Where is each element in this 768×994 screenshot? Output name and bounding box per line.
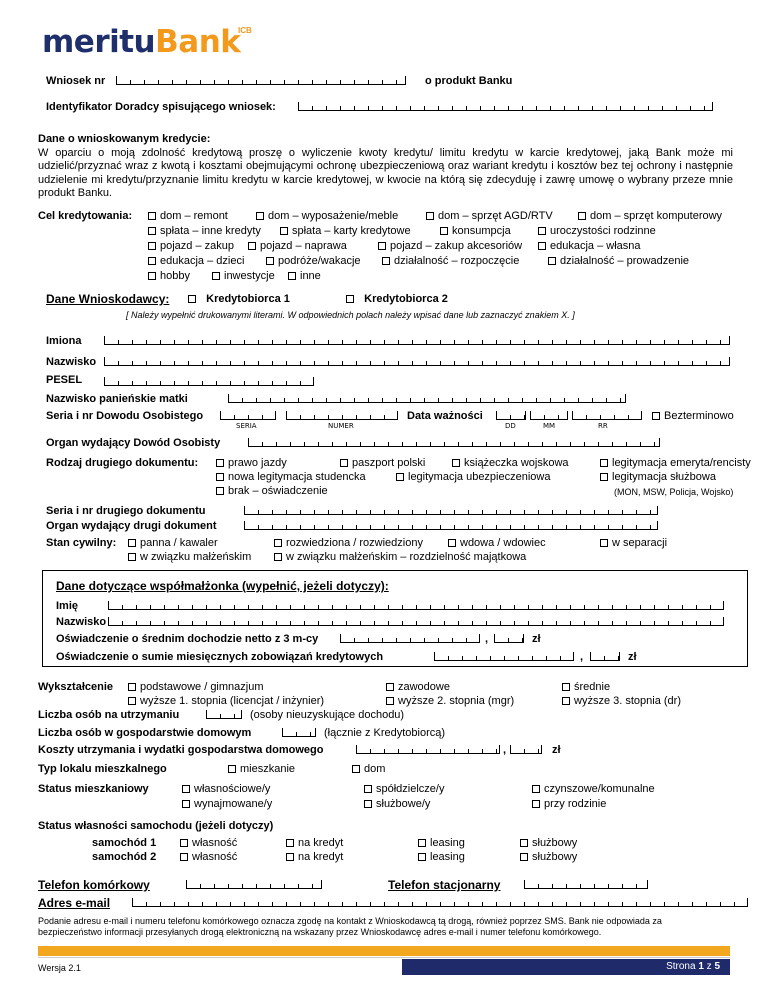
pesel-label: PESEL xyxy=(46,374,83,386)
id-series-caption: SERIA xyxy=(236,422,257,430)
housing-option[interactable]: wynajmowane/y xyxy=(182,798,272,810)
housing-option[interactable]: spółdzielcze/y xyxy=(364,783,444,795)
comma: , xyxy=(485,633,489,645)
bank-logo xyxy=(42,24,252,60)
spouse-surname-field[interactable] xyxy=(108,617,724,626)
civil-option[interactable]: w związku małżeńskim – rozdzielność majątkowa xyxy=(274,551,526,563)
doc2-option[interactable]: brak – oświadczenie xyxy=(216,485,328,497)
spouse-first-name-label: Imię xyxy=(56,600,79,612)
logo-suffix: ICB xyxy=(238,26,252,35)
spouse-obligations-label: Oświadczenie o sumie miesięcznych zobowiązań kredytowych xyxy=(56,651,384,663)
housing-option[interactable]: przy rodzinie xyxy=(532,798,606,810)
credit-heading: Dane o wnioskowanym kredycie: xyxy=(38,133,211,145)
purpose-option[interactable]: podróże/wakacje xyxy=(266,255,361,267)
of-word: z xyxy=(706,961,712,972)
housing-option[interactable]: własnościowe/y xyxy=(182,783,270,795)
currency-label: zł xyxy=(552,744,561,756)
housing-option[interactable]: służbowe/y xyxy=(364,798,430,810)
education-option[interactable]: zawodowe xyxy=(386,681,450,693)
application-no-label: Wniosek nr xyxy=(46,75,106,87)
spouse-surname-label: Nazwisko xyxy=(56,616,107,628)
education-option[interactable]: wyższe 3. stopnia (dr) xyxy=(562,695,681,707)
purpose-option[interactable]: konsumpcja xyxy=(440,225,511,237)
purpose-option[interactable]: dom – sprzęt komputerowy xyxy=(578,210,722,222)
id-number-caption: NUMER xyxy=(328,422,354,430)
borrower2-option[interactable]: Kredytobiorca 2 xyxy=(346,293,448,305)
civil-option[interactable]: panna / kawaler xyxy=(128,537,218,549)
first-names-field[interactable] xyxy=(104,336,730,345)
maiden-name-label: Nazwisko panieńskie matki xyxy=(46,393,188,405)
id-number-field[interactable] xyxy=(286,411,398,420)
id-issuer-field[interactable] xyxy=(248,438,660,447)
maiden-name-field[interactable] xyxy=(228,394,626,403)
validity-day-field[interactable] xyxy=(496,411,526,420)
car-option[interactable]: leasing xyxy=(418,837,465,849)
civil-option[interactable]: w separacji xyxy=(600,537,667,549)
validity-year-caption: RR xyxy=(598,422,608,430)
doc2-option[interactable]: książeczka wojskowa xyxy=(452,457,569,469)
doc2-option[interactable]: legitymacja ubezpieczeniowa xyxy=(396,471,550,483)
civil-option[interactable]: w związku małżeńskim xyxy=(128,551,251,563)
first-names-label: Imiona xyxy=(46,335,82,347)
education-option[interactable]: wyższe 2. stopnia (mgr) xyxy=(386,695,514,707)
currency-label: zł xyxy=(628,651,637,663)
car2-label: samochód 2 xyxy=(92,851,157,863)
page-indicator xyxy=(402,959,730,975)
costs-label: Koszty utrzymania i wydatki gospodarstwa domowego xyxy=(38,744,324,756)
car-option[interactable]: na kredyt xyxy=(286,837,343,849)
purpose-option[interactable]: edukacja – własna xyxy=(538,240,641,252)
landline-label: Telefon stacjonarny xyxy=(388,878,501,892)
civil-option[interactable]: wdowa / wdowiec xyxy=(448,537,546,549)
purpose-option[interactable]: pojazd – naprawa xyxy=(248,240,347,252)
footer-divider xyxy=(38,957,730,958)
checkbox[interactable] xyxy=(148,212,156,220)
fill-note: [ Należy wypełnić drukowanymi literami. W odpowiednich polach należy wpisać dane lub zaznaczyć znakiem X. ] xyxy=(126,310,575,320)
pesel-field[interactable] xyxy=(104,377,314,386)
version-label: Wersja 2.1 xyxy=(38,963,81,973)
purpose-option[interactable]: dom – remont xyxy=(148,210,228,222)
page-word: Strona xyxy=(666,961,696,972)
spouse-income-label: Oświadczenie o średnim dochodzie netto z 3 m-cy xyxy=(56,633,319,645)
housing-label: Status mieszkaniowy xyxy=(38,783,149,795)
dependents-note: (osoby nieuzyskujące dochodu) xyxy=(250,709,405,721)
id-issuer-label: Organ wydający Dowód Osobisty xyxy=(46,437,221,449)
housing-option[interactable]: czynszowe/komunalne xyxy=(532,783,655,795)
members-note: (łącznie z Kredytobiorcą) xyxy=(324,727,446,739)
doc2-option[interactable]: nowa legitymacja studencka xyxy=(216,471,366,483)
currency-label: zł xyxy=(532,633,541,645)
education-option[interactable]: podstawowe / gimnazjum xyxy=(128,681,264,693)
landline-field[interactable] xyxy=(524,880,648,889)
purpose-option[interactable]: inne xyxy=(288,270,321,282)
education-option[interactable]: średnie xyxy=(562,681,610,693)
car-status-label: Status własności samochodu (jeżeli dotyczy) xyxy=(38,820,274,832)
doc2-issuer-label: Organ wydający drugi dokument xyxy=(46,520,217,532)
surname-field[interactable] xyxy=(104,357,730,366)
purpose-option[interactable]: spłata – karty kredytowe xyxy=(280,225,411,237)
civil-option[interactable]: rozwiedziona / rozwiedziony xyxy=(274,537,423,549)
validity-month-caption: MM xyxy=(543,422,556,430)
applicant-heading: Dane Wnioskodawcy: xyxy=(46,292,170,306)
doc2-issuer-field[interactable] xyxy=(244,521,658,530)
validity-month-field[interactable] xyxy=(530,411,568,420)
checkbox[interactable] xyxy=(426,212,434,220)
purpose-option[interactable]: pojazd – zakup akcesoriów xyxy=(378,240,522,252)
purpose-option[interactable]: hobby xyxy=(148,270,190,282)
doc2-note: (MON, MSW, Policja, Wojsko) xyxy=(614,487,734,497)
doc2-option[interactable]: legitymacja służbowa xyxy=(600,471,716,483)
doc2-option[interactable]: legitymacja emeryta/rencisty xyxy=(600,457,751,469)
doc2-label: Rodzaj drugiego dokumentu: xyxy=(46,457,199,469)
dependents-label: Liczba osób na utrzymaniu xyxy=(38,709,180,721)
members-field[interactable] xyxy=(282,728,316,737)
email-field[interactable] xyxy=(132,898,748,907)
car-option[interactable]: leasing xyxy=(418,851,465,863)
mobile-field[interactable] xyxy=(186,880,322,889)
dependents-field[interactable] xyxy=(206,710,242,719)
comma: , xyxy=(580,651,584,663)
borrower1-option[interactable]: Kredytobiorca 1 xyxy=(188,293,290,305)
purpose-option[interactable]: działalność – prowadzenie xyxy=(548,255,689,267)
indefinite-option[interactable]: Bezterminowo xyxy=(652,410,734,422)
car-option[interactable]: na kredyt xyxy=(286,851,343,863)
spouse-income-cents-field[interactable] xyxy=(494,634,524,643)
logo-main: meritu xyxy=(42,24,156,60)
purpose-label: Cel kredytowania: xyxy=(38,210,133,222)
doc2-series-label: Seria i nr drugiego dokumentu xyxy=(46,505,206,517)
purpose-option[interactable]: dom – wyposażenie/meble xyxy=(256,210,398,222)
purpose-option[interactable]: pojazd – zakup xyxy=(148,240,234,252)
page-number: 1 xyxy=(698,961,704,972)
advisor-id-field[interactable] xyxy=(298,102,713,111)
doc2-series-field[interactable] xyxy=(244,506,658,515)
spouse-first-name-field[interactable] xyxy=(108,601,724,610)
car-option[interactable]: służbowy xyxy=(520,837,577,849)
car1-label: samochód 1 xyxy=(92,837,157,849)
premises-option[interactable]: dom xyxy=(352,763,385,775)
doc2-option[interactable]: paszport polski xyxy=(340,457,425,469)
validity-label: Data ważności xyxy=(407,410,483,422)
members-label: Liczba osób w gospodarstwie domowym xyxy=(38,727,252,739)
car-option[interactable]: własność xyxy=(180,837,237,849)
mobile-label: Telefon komórkowy xyxy=(38,878,150,892)
civil-label: Stan cywilny: xyxy=(46,537,117,549)
comma: , xyxy=(503,744,507,756)
purpose-option[interactable]: dom – sprzęt AGD/RTV xyxy=(426,210,553,222)
checkbox[interactable] xyxy=(256,212,264,220)
education-label: Wykształcenie xyxy=(38,681,114,693)
premises-option[interactable]: mieszkanie xyxy=(228,763,295,775)
car-option[interactable]: służbowy xyxy=(520,851,577,863)
validity-year-field[interactable] xyxy=(572,411,642,420)
footer-bar xyxy=(38,946,730,956)
validity-day-caption: DD xyxy=(505,422,516,430)
id-label: Seria i nr Dowodu Osobistego xyxy=(46,410,204,422)
checkbox[interactable] xyxy=(578,212,586,220)
spouse-obligations-cents-field[interactable] xyxy=(590,652,620,661)
surname-label: Nazwisko xyxy=(46,356,97,368)
application-no-field[interactable] xyxy=(116,76,406,85)
contact-disclaimer: Podanie adresu e-mail i numeru telefonu komórkowego oznacza zgodę na kontakt z Wnioskodawcą tą drogą, również poprzez SMS. Bank nie odpowiada za bezpieczeństwo informacji przesyłanych drogą elektroniczną na wskazany przez Wnioskodawcę adres e-mail i numer telefonu komórkowego. xyxy=(38,916,662,937)
spouse-income-field[interactable] xyxy=(340,634,480,643)
credit-paragraph: W oparciu o moją zdolność kredytową proszę o wyliczenie kwoty kredytu/ limitu kredytu w karcie kredytowej, jaką Bank może mi udzielić/przyznać wraz z kwotą i kosztami obejmującymi ochronę ubezpieczeniową oraz wariant kredytu i kosztów bez tej ochrony i następnie udzielenie mi kredytu/przyznanie limitu kredytu w karcie kredytowej, w kwocie na którą się zdecyduję i zawrę umowę o wybrany przeze mnie produkt Banku. xyxy=(38,147,733,199)
advisor-label: Identyfikator Doradcy spisującego wniosek: xyxy=(46,101,276,113)
costs-cents-field[interactable] xyxy=(510,745,542,754)
purpose-option[interactable]: spłata – inne kredyty xyxy=(148,225,261,237)
product-label: o produkt Banku xyxy=(425,75,513,87)
spouse-obligations-field[interactable] xyxy=(434,652,574,661)
purpose-option[interactable]: działalność – rozpoczęcie xyxy=(382,255,519,267)
page-total: 5 xyxy=(714,961,720,972)
costs-field[interactable] xyxy=(356,745,500,754)
car-option[interactable]: własność xyxy=(180,851,237,863)
purpose-option[interactable]: uroczystości rodzinne xyxy=(538,225,656,237)
education-option[interactable]: wyższe 1. stopnia (licencjat / inżynier) xyxy=(128,695,324,707)
doc2-option[interactable]: prawo jazdy xyxy=(216,457,287,469)
logo-bank: Bank xyxy=(155,24,241,60)
spouse-heading: Dane dotyczące współmałżonka (wypełnić, jeżeli dotyczy): xyxy=(56,579,389,593)
purpose-option[interactable]: edukacja – dzieci xyxy=(148,255,244,267)
id-series-field[interactable] xyxy=(220,411,276,420)
premises-label: Typ lokalu mieszkalnego xyxy=(38,763,167,775)
email-label: Adres e-mail xyxy=(38,896,111,910)
purpose-option[interactable]: inwestycje xyxy=(212,270,275,282)
